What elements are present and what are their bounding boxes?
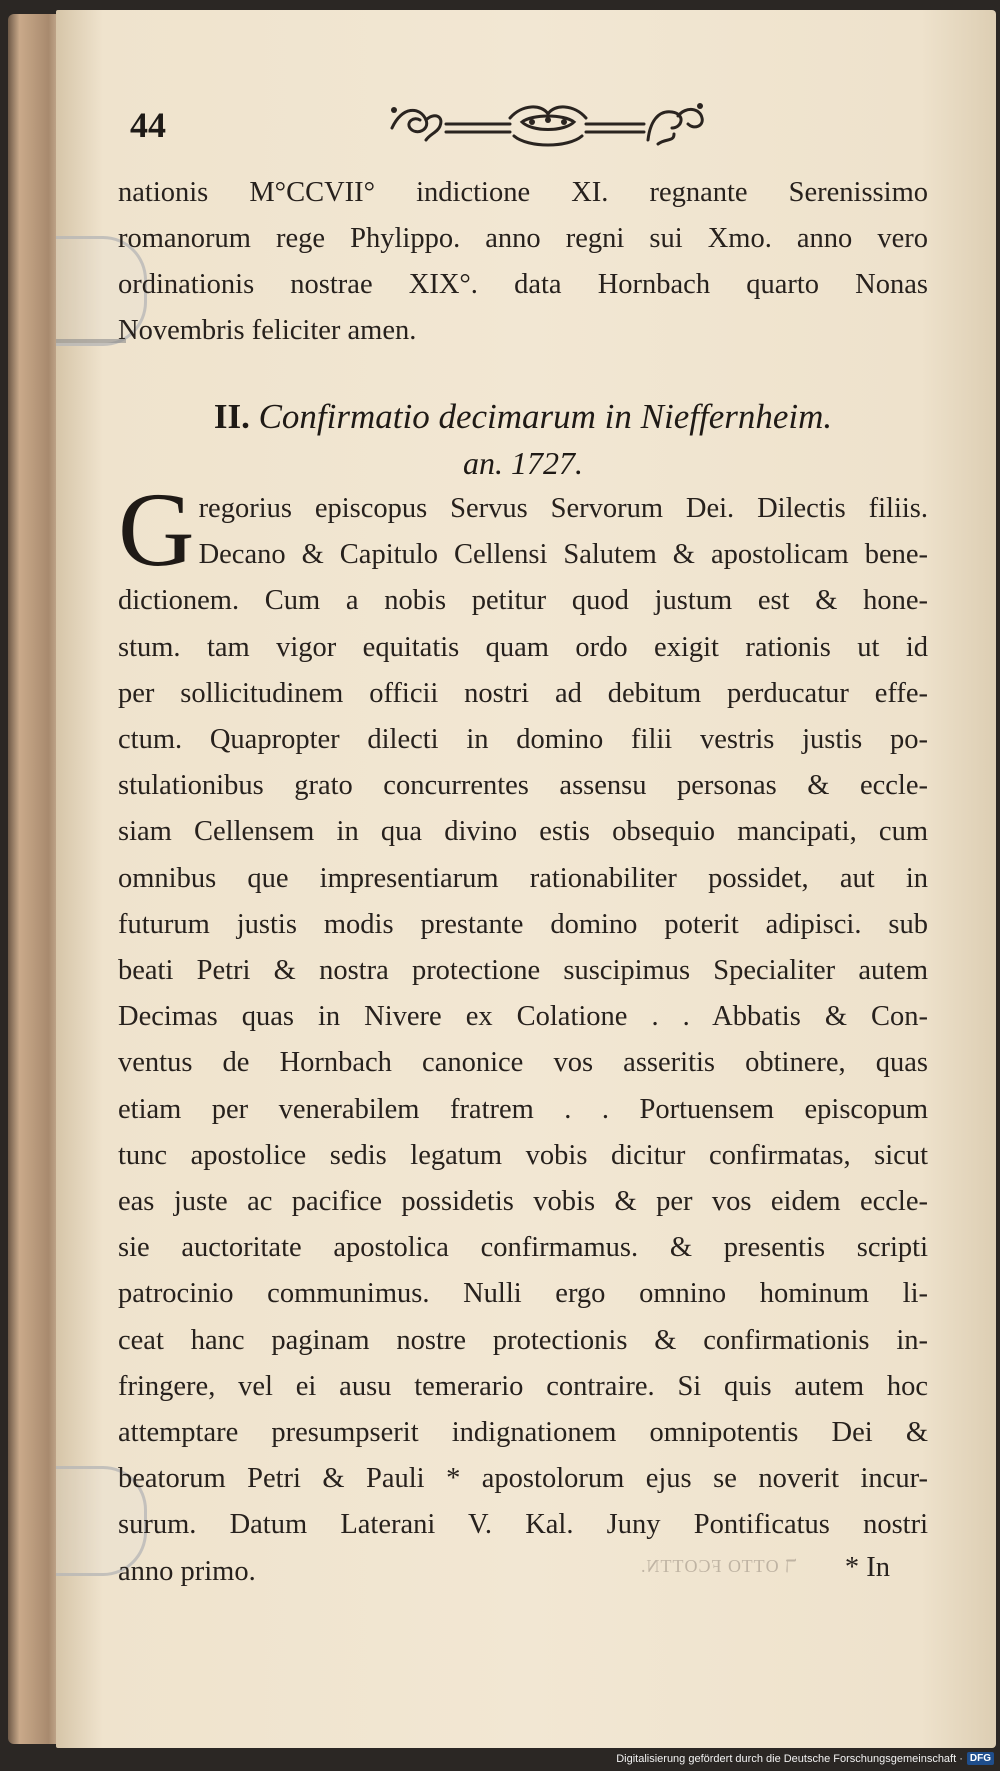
text-line: surum. Datum Laterani V. Kal. Juny Pontificatus nostri <box>118 1509 928 1541</box>
text-line: Decimas quas in Nivere ex Colatione . . Abbatis & Con- <box>118 1001 928 1033</box>
text-line: Decano & Capitulo Cellensi Salutem & apostolicam bene- <box>198 539 928 571</box>
text-line: beatorum Petri & Pauli * apostolorum ejus se noverit incur- <box>118 1463 928 1495</box>
text-line: patrocinio communimus. Nulli ergo omnino hominum li- <box>118 1278 928 1310</box>
text-line: ordinationis nostrae XIX°. data Hornbach quarto Nonas <box>118 269 928 300</box>
section-heading <box>118 394 928 486</box>
text-line: beati Petri & nostra protectione suscipimus Specialiter autem <box>118 955 928 987</box>
text-line: futurum justis modis prestante domino poterit adipisci. sub <box>118 908 928 940</box>
heading-year: an. 1727. <box>463 445 583 481</box>
page-number: 44 <box>130 105 166 145</box>
text-line: per sollicitudinem officii nostri ad debitum perducatur effe- <box>118 677 928 709</box>
heading-text: Confirmatio decimarum in Nieffernheim. <box>258 397 833 436</box>
opening-paragraph <box>118 170 928 354</box>
text-line: nationis M°CCVII° indictione XI. regnante Serenissimo <box>118 177 928 208</box>
header-ornament-icon <box>382 98 712 152</box>
text-line: Novembris feliciter amen. <box>118 315 417 346</box>
text-line: stum. tam vigor equitatis quam ordo exigit rationis ut id <box>118 631 928 663</box>
text-line: ventus de Hornbach canonice vos asseritis obtinere, quas <box>118 1047 928 1079</box>
text-line: omnibus que impresentiarum rationabiliter possidet, aut in <box>118 862 928 894</box>
text-line: eas juste ac pacifice possidetis vobis & per vos eidem eccle- <box>118 1186 928 1218</box>
dfg-logo-icon: DFG <box>967 1752 994 1765</box>
text-line: dictionem. Cum a nobis petitur quod justum est & hone- <box>118 585 928 617</box>
heading-number: II. <box>213 397 250 436</box>
document-body <box>118 471 928 1595</box>
catchword: * In <box>844 1552 890 1583</box>
text-line: anno primo. <box>118 1555 256 1587</box>
text-line: fringere, vel ei ausu temerario contraire. Si quis autem hoc <box>118 1370 928 1402</box>
text-line: ceat hanc paginam nostre protectionis & confirmationis in- <box>118 1324 928 1356</box>
text-line: romanorum rege Phylippo. anno regni sui Xmo. anno vero <box>118 223 928 254</box>
text-line: siam Cellensem in qua divino estis obsequio mancipati, cum <box>118 816 928 848</box>
clip-shadow <box>56 339 126 343</box>
text-line: etiam per venerabilem fratrem . . Portuensem episcopum <box>118 1093 928 1125</box>
footer-credit: Digitalisierung gefördert durch die Deutsche Forschungsgemeinschaft · <box>616 1752 963 1765</box>
bleed-through-text: ℸ OTTO FCOTTN. <box>640 1556 797 1576</box>
text-line: attemptare presumpserit indignationem omnipotentis Dei & <box>118 1417 928 1449</box>
text-line: regorius episcopus Servus Servorum Dei. Dilectis filiis. <box>198 493 928 524</box>
page-header <box>130 98 910 154</box>
text-line: ctum. Quapropter dilecti in domino filii vestris justis po- <box>118 724 928 756</box>
text-line: stulationibus grato concurrentes assensu personas & eccle- <box>118 770 928 802</box>
text-line: sie auctoritate apostolica confirmamus. & presentis scripti <box>118 1232 928 1264</box>
heading-title <box>118 394 928 440</box>
digitization-footer <box>616 1752 994 1765</box>
drop-cap: G <box>118 471 195 588</box>
text-line: tunc apostolice sedis legatum vobis dicitur confirmatas, sicut <box>118 1139 928 1171</box>
